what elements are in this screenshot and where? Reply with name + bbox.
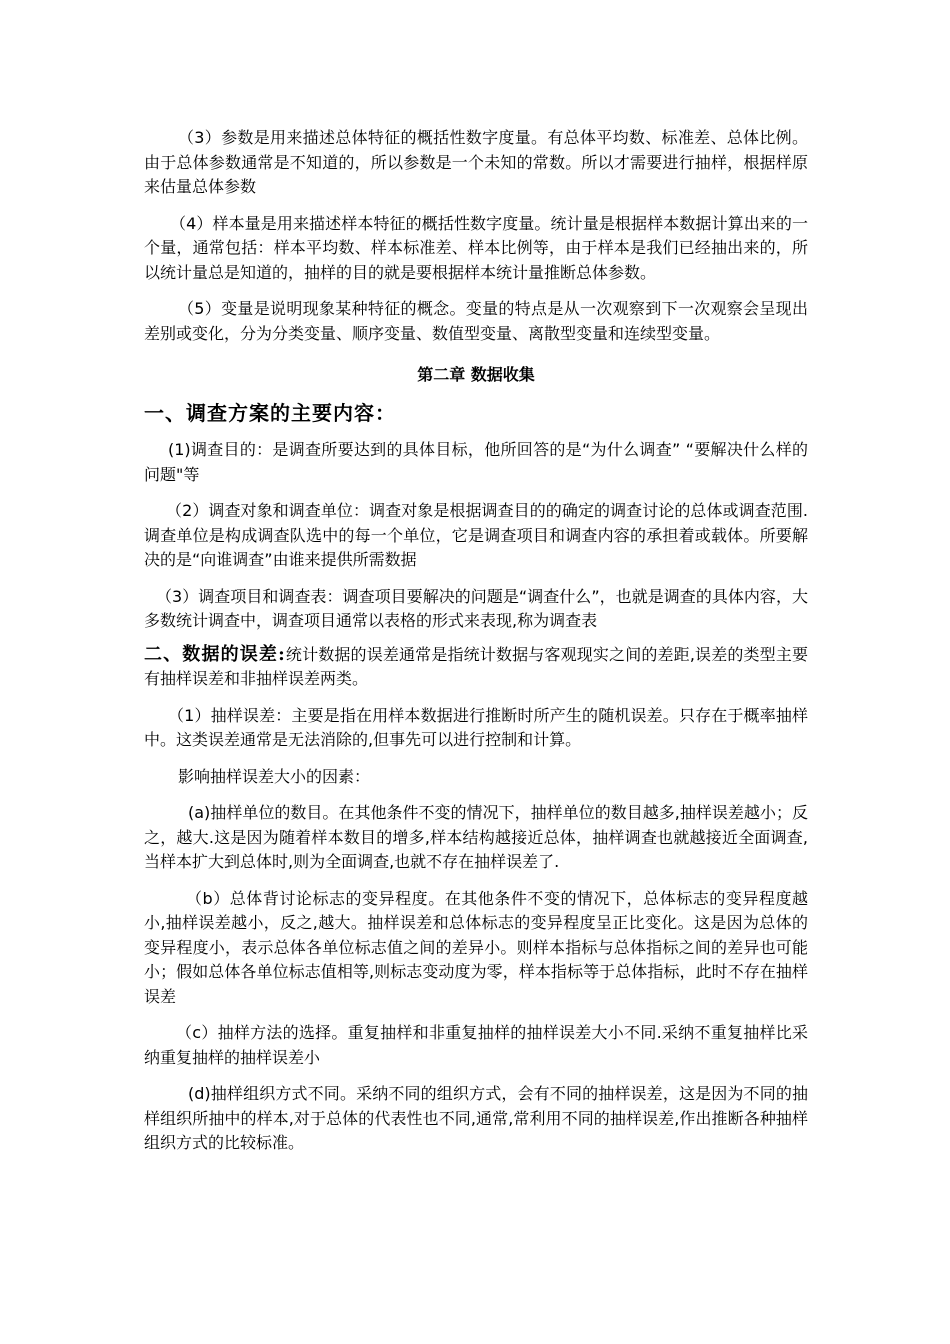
paragraph-parameter: （3）参数是用来描述总体特征的概括性数字度量。有总体平均数、标准差、总体比例。由于总体参数通常是不知道的，所以参数是一个未知的常数。所以才需要进行抽样，根据样原来估量总体参数 — [144, 128, 808, 196]
data-error-intro: 统计数据的误差通常是指统计数据与客观现实之间的差距,误差的类型主要有抽样误差和非抽样误差两类。 — [144, 644, 808, 688]
factor-item-d: (d)抽样组织方式不同。采纳不同的组织方式，会有不同的抽样误差，这是因为不同的抽样组织所抽中的样本,对于总体的代表性也不同,通常,常利用不同的抽样误差,作出推断各种抽样组织方式的比较标准。 — [144, 1084, 808, 1152]
section-heading-data-error: 二、数据的误差: — [144, 643, 286, 665]
factor-item-b: （b）总体背讨论标志的变异程度。在其他条件不变的情况下，总体标志的变异程度越小,抽样误差越小，反之,越大。抽样误差和总体标志的变异程度呈正比变化。这是因为总体的变异程度小，表示总体各单位标志值之间的差异小。则样本指标与总体指标之间的差异也可能小；假如总体各单位标志值相等,则标志变动度为零，样本指标等于总体指标，此时不存在抽样误差 — [144, 888, 808, 1006]
list-item: （2）调查对象和调查单位：调查对象是根据调查目的的确定的调查讨论的总体或调查范围.调查单位是构成调查队选中的每一个单位，它是调查项目和调查内容的承担着或载体。所要解决的是“向谁调查”由谁来提供所需数据 — [144, 501, 808, 569]
paragraph-variable: （5）变量是说明现象某种特征的概念。变量的特点是从一次观察到下一次观察会呈现出差别或变化，分为分类变量、顺序变量、数值型变量、离散型变量和连续型变量。 — [144, 299, 808, 343]
section-heading-survey-plan: 一、调查方案的主要内容： — [144, 401, 396, 425]
list-item: (1)调查目的：是调查所要达到的具体目标，他所回答的是“为什么调查” “要解决什么样的问题"等 — [144, 440, 808, 484]
factors-title: 影响抽样误差大小的因素： — [178, 766, 371, 786]
list-item: （1）抽样误差：主要是指在用样本数据进行推断时所产生的随机误差。只存在于概率抽样中。这类误差通常是无法消除的,但事先可以进行控制和计算。 — [144, 705, 808, 749]
section-paragraph-data-error — [144, 643, 808, 692]
document-page — [144, 126, 808, 1156]
paragraph-statistic: （4）样本量是用来描述样本特征的概括性数字度量。统计量是根据样本数据计算出来的一个量，通常包括：样本平均数、样本标准差、样本比例等，由于样本是我们已经抽出来的，所以统计量总是知道的，抽样的目的就是要根据样本统计量推断总体参数。 — [144, 213, 808, 282]
list-item: （3）调查项目和调查表：调查项目要解决的问题是“调查什么”，也就是调查的具体内容，大多数统计调查中，调查项目通常以表格的形式来表现,称为调查表 — [144, 586, 808, 630]
chapter-title: 第二章 数据收集 — [417, 365, 535, 384]
factor-item-a: (a)抽样单位的数目。在其他条件不变的情况下，抽样单位的数目越多,抽样误差越小；反之，越大.这是因为随着样本数目的增多,样本结构越接近总体，抽样调查也就越接近全面调查,当样本扩大到总体时,则为全面调查,也就不存在抽样误差了. — [144, 803, 808, 871]
factor-item-c: （c）抽样方法的选择。重复抽样和非重复抽样的抽样误差大小不同.采纳不重复抽样比采纳重复抽样的抽样误差小 — [144, 1023, 808, 1067]
